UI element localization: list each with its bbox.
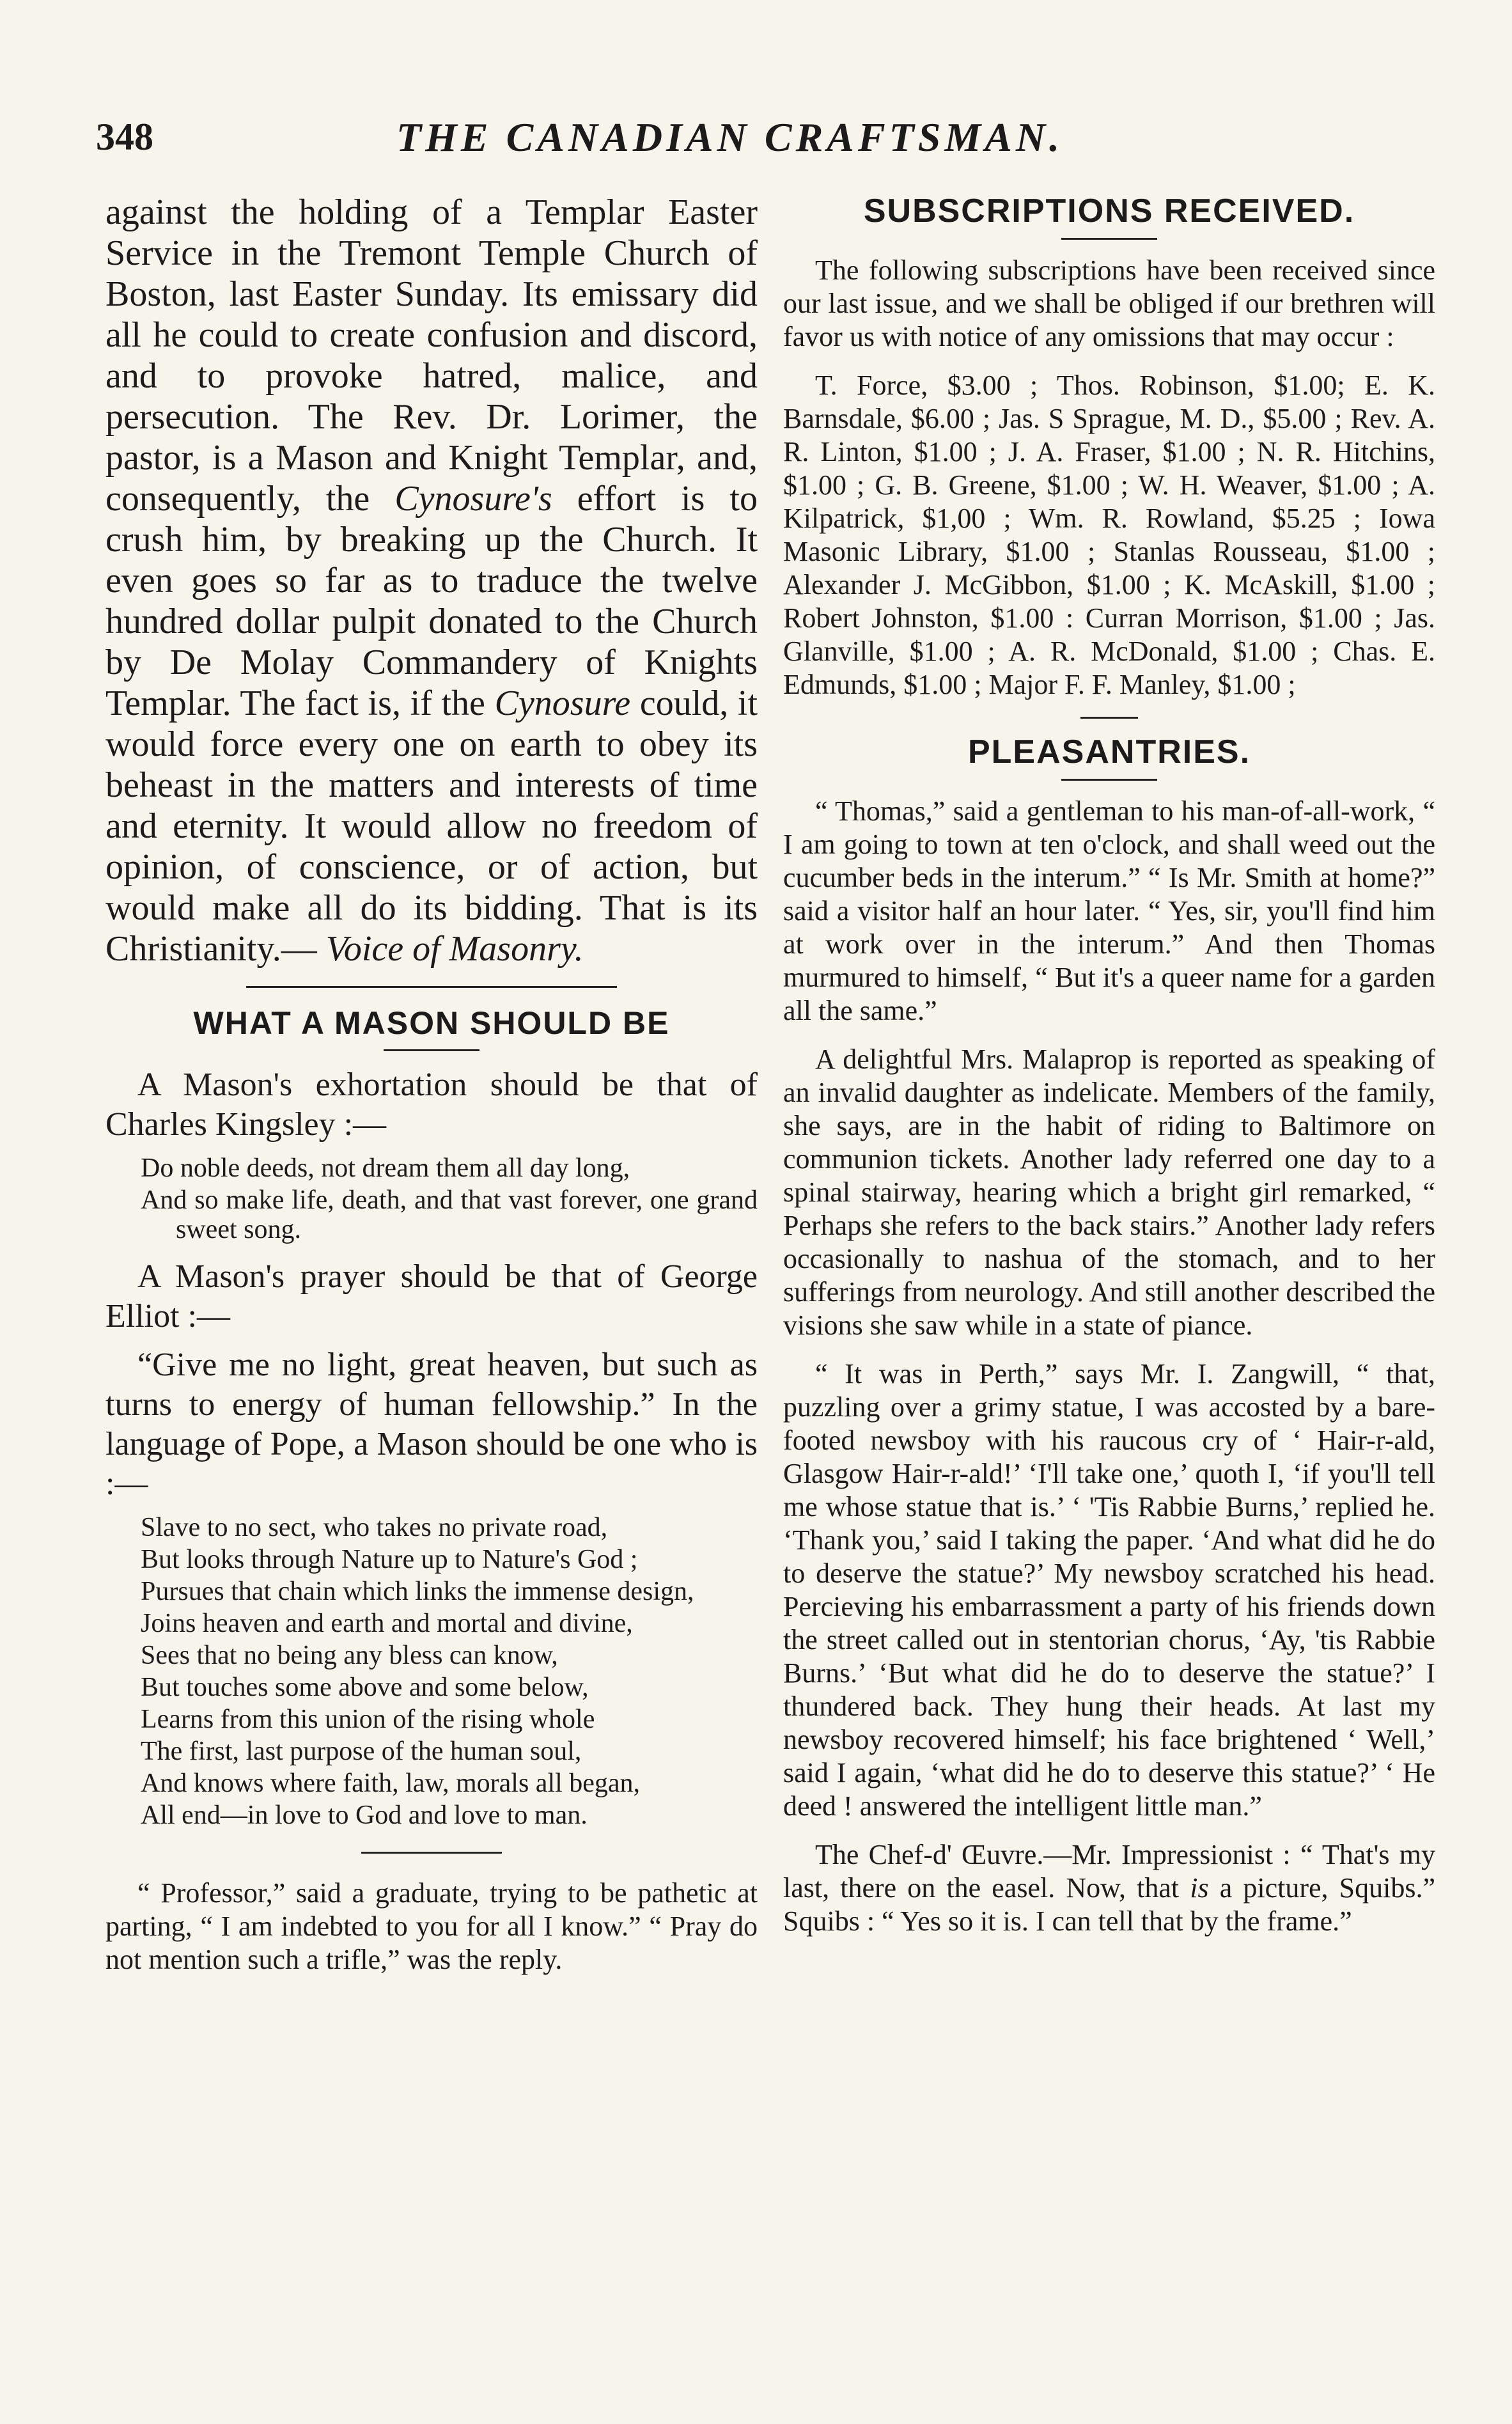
verse-line: The first, last purpose of the human soul, — [141, 1737, 582, 1766]
elliot-intro: A Mason's prayer should be that of George Elliot :— — [105, 1258, 758, 1334]
verse-line: Joins heaven and earth and mortal and divine, — [141, 1609, 633, 1638]
impressionist-text-2: a picture, Squibs.” Squibs : “ Yes so it is. I can tell that by the frame.” — [783, 1872, 1436, 1937]
kingsley-verse — [105, 1153, 758, 1244]
section-divider-2 — [361, 1852, 502, 1854]
running-title: THE CANADIAN CRAFTSMAN. — [396, 114, 1064, 160]
verse-line: Learns from this union of the rising whole — [141, 1705, 595, 1734]
page-number: 348 — [96, 116, 153, 158]
verse-line: Slave to no sect, who takes no private road, — [141, 1513, 608, 1542]
verse-line: But looks through Nature up to Nature's God ; — [141, 1545, 638, 1574]
pleasantries-heading: PLEASANTRIES. — [967, 733, 1251, 770]
verse-line: Do noble deeds, not dream them all day long, — [141, 1153, 630, 1183]
pleasantry-impressionist — [783, 1838, 1435, 1938]
pleasantry-malaprop: A delightful Mrs. Malaprop is reported as speaking of an invalid daughter as indelicate. Members of the family, she says, are in the habit of riding to Baltimore on communion tickets. Another lady referred one day to a spinal stairway, hearing which a bright girl remarked, “ Perhaps she refers to the back stairs.” Another lady refers occasionally to nashua of the stomach, and to her sufferings from neurology. And still another described the visions she saw while in a state of piance. — [783, 1044, 1435, 1341]
verse-line: And so make life, death, and that vast forever, one grand sweet song. — [141, 1185, 758, 1244]
section-divider — [1080, 717, 1138, 719]
verse-line: And knows where faith, law, morals all began, — [141, 1769, 641, 1798]
subscriptions-heading: SUBSCRIPTIONS RECEIVED. — [863, 192, 1355, 230]
section-heading-mason: WHAT A MASON SHOULD BE — [193, 1005, 670, 1041]
kingsley-intro: A Mason's exhortation should be that of Charles Kingsley :— — [105, 1067, 758, 1143]
article-text-2: effort is to crush him, by breaking up the Church. It even goes so far as to traduce the twelve hundred dollar pulpit donated to the Church by De Molay Commandery of Knights Templar. The fact is, if the — [105, 479, 758, 723]
verse-line: But touches some above and some below, — [141, 1673, 589, 1702]
heading-rule — [1061, 238, 1157, 240]
article-cynosure-2: Cynosure — [494, 684, 631, 723]
article-text-3: could, it would force every one on earth to obey its beheast in the matters and interests of time and eternity. It would allow no freedom of opinion, of conscience, or of action, but would make all do its bidding. That is its Christianity.— — [105, 684, 758, 969]
professor-anecdote: “ Professor,” said a graduate, trying to be pathetic at parting, “ I am indebted to you for all I know.” “ Pray do not mention such a trifle,” was the reply. — [105, 1877, 758, 1975]
pope-verse — [105, 1513, 758, 1830]
subscriptions-list: T. Force, $3.00 ; Thos. Robinson, $1.00; E. K. Barnsdale, $6.00 ; Jas. S Sprague, M. D., $5.00 ; Rev. A. R. Linton, $1.00 ; J. A. Fraser, $1.00 ; N. R. Hitchins, $1.00 ; G. B. Greene, $1.00 ; W. H. Weaver, $1.00 ; A. Kilpatrick, $1,00 ; Wm. R. Rowland, $5.25 ; Iowa Masonic Library, $1.00 ; Stanlas Rousseau, $1.00 ; Alexander J. McGibbon, $1.00 ; K. McAskill, $1.00 ; Robert Johnston, $1.00 : Curran Morrison, $1.00 ; Jas. Glanville, $1.00 ; A. R. McDonald, $1.00 ; Chas. E. Edmunds, $1.00 ; Major F. F. Manley, $1.00 ; — [783, 370, 1435, 700]
page-header — [96, 109, 1445, 166]
article-text-1: against the holding of a Templar Easter Service in the Tremont Temple Church of Boston, last Easter Sunday. Its emissary did all he could to create confusion and discord, and to provoke hatred, malice, and persecution. The Rev. Dr. Lorimer, the pastor, is a Mason and Knight Templar, and, consequently, the — [105, 192, 758, 519]
left-column — [105, 192, 758, 1992]
impressionist-is: is — [1190, 1872, 1209, 1904]
right-column — [783, 192, 1435, 1953]
templar-article — [105, 192, 758, 969]
verse-line: Sees that no being any bless can know, — [141, 1641, 558, 1670]
impressionist-text-1: The Chef-d' Œuvre.—Mr. Impressionist : “ That's my last, there on the easel. Now, that — [783, 1839, 1435, 1904]
heading-rule — [1061, 779, 1157, 781]
section-divider — [246, 986, 617, 988]
elliot-prayer: “Give me no light, great heaven, but such as turns to energy of human fellowship.” In the language of Pope, a Mason should be one who is :— — [105, 1347, 758, 1502]
verse-line: All end—in love to God and love to man. — [141, 1801, 588, 1830]
pleasantry-thomas: “ Thomas,” said a gentleman to his man-of-all-work, “ I am going to town at ten o'clock, and shall weed out the cucumber beds in the interum.” “ Is Mr. Smith at home?” said a visitor half an hour later. “ Yes, sir, you'll find him at work over in the interum.” And then Thomas murmured to himself, “ But it's a queer name for a garden all the same.” — [783, 795, 1435, 1026]
pleasantry-zangwill: “ It was in Perth,” says Mr. I. Zangwill, “ that, puzzling over a grimy statue, I was accosted by a bare-footed newsboy with his raucous cry of ‘ Hair-r-ald, Glasgow Hair-r-ald!’ ‘I'll take one,’ quoth I, ‘if you'll tell me whose statue that is.’ ‘ 'Tis Rabbie Burns,’ replied he. ‘Thank you,’ said I taking the paper. ‘And what did he do to deserve the statue?’ My newsboy scratched his head. Percieving his embarrassment a party of his friends down the street called out in stentorian chorus, ‘Ay, 'tis Rabbie Burns.’ ‘But what did he do to deserve the statue?’ I thundered back. They hung their heads. At last my newsboy recovered himself; his face brightened ‘ Well,’ said I again, ‘what did he do to deserve this statue?’ ‘ He deed ! answered the intelligent little man.” — [783, 1358, 1435, 1822]
subscriptions-intro: The following subscriptions have been received since our last issue, and we shall be obliged if our brethren will favor us with notice of any omissions that may occur : — [783, 254, 1435, 352]
heading-rule — [384, 1049, 479, 1051]
article-credit: Voice of Masonry. — [325, 929, 584, 969]
article-cynosure-1: Cynosure's — [394, 479, 552, 519]
verse-line: Pursues that chain which links the immense design, — [141, 1577, 694, 1606]
